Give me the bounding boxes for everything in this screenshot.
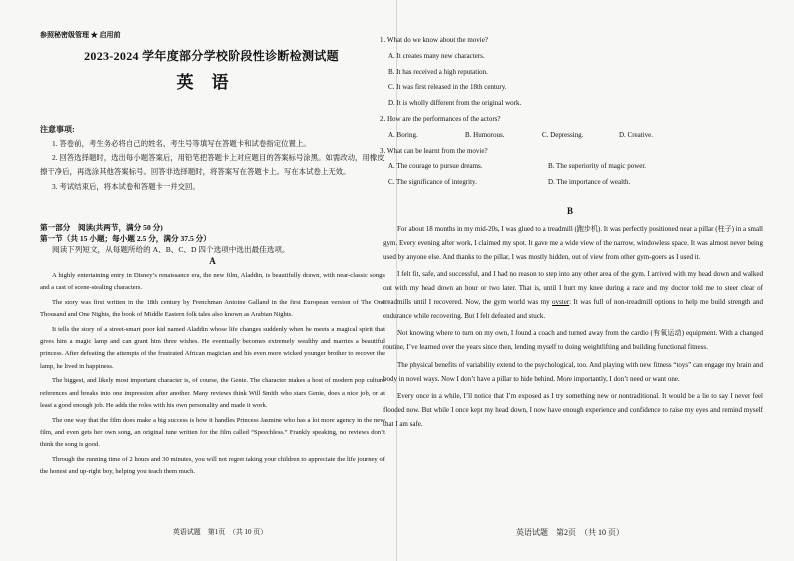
questions [380,33,760,191]
passage-b-letter: B [566,206,573,216]
passage-a-paragraph: The story was first written in the 18th century by Frenchman Antoine Galland in the first European version of The One Thousand and One Nights, the book of Middle Eastern folk tales also known as Arabian Nights. [40,299,385,319]
part-title: 第一部分 阅读(共两节，满分 50 分) [40,223,163,232]
secret-label: 参照秘密级管理 ★ 启用前 [40,31,121,39]
part-one-header [40,222,385,267]
passage-b-paragraph: Every once in a while, I’ll notice that I’m exposed as I try something new or nontraditional. It would be a lie to say I never feel flooded now. But while I once kept my head down, I now have enough experience and confidence to raise my eyes and remind myself that I am safe. [383,391,763,428]
question-option: D. The importance of wealth. [548,178,631,187]
question-stem: 2. How are the performances of the actors? [380,114,501,123]
note-item: 2. 回答选择题时，选出每小题答案后，用铅笔把答题卡上对应题目的答案标号涂黑。如需改动，用橡皮擦干净后，再选涂其他答案标号。回答非选择题时，将答案写在答题卡上。写在本试卷上无效。 [40,153,385,177]
passage-b-paragraph: The physical benefits of variability extend to the psychological, too. And playing with new fitness “toys” can engage my brain and body in novel ways. Now I don’t have a pillar to hide behind. More importantly, I don’t need or want one. [383,360,763,383]
option-row [388,175,760,191]
question-option: A. Boring. [388,130,418,139]
question-option: C. The significance of integrity. [388,178,477,187]
passage-a [40,270,385,481]
question-option: A. The courage to pursue dreams. [388,162,483,171]
exam-title: 2023-2024 学年度部分学校阶段性诊断检测试题 [84,49,339,63]
question-option: A. It creates many new characters. [388,51,485,60]
passage-b [383,222,763,434]
note-item: 3. 考试结束后，将本试卷和答题卡一并交回。 [52,181,200,191]
question-option: C. It was first released in the 18th century. [388,83,507,92]
question-stem: 1. What do we know about the movie? [380,36,488,44]
passage-b-paragraph: For about 18 months in my mid-20s, I was glued to a treadmill (跑步机). It was perfectly positioned near a pillar (柱子) in a small gym. Every evening after work, I claimed my spot. It gave me a wide view of the narrow, windowless space. It was almost never being used by anyone else. And thanks to the pillar, I was mostly hidden, out of view from other gym-goers as I used it. [383,225,763,261]
question-option: D. It is wholly different from the original work. [388,99,522,108]
question-option: D. Creative. [619,130,654,139]
passage-a-paragraph: It tells the story of a street-smart poor kid named Aladdin whose life changes suddenly when he meets a magical spirit that gives him a magic lamp and can grant him three wishes. He eventually becomes extremely wealthy and marries a beautiful princess. After defeating the attempts of the frustrated African magician and his even more wicked younger brother to recover the lamp, he lived in happiness. [40,326,385,370]
passage-b-paragraph: Not knowing where to turn on my own, I found a coach and turned away from the cardio (有氧运动) equipment. With a changed routine, I’ve learned over the years since then, lending myself to doing weightlifting and building functional fitness. [383,329,763,352]
question-stem: 3. What can be learnt from the movie? [380,146,488,155]
notes-heading: 注意事项: [40,125,75,134]
footer-right: 英语试题 第2页 （共 10 页） [516,528,624,537]
passage-b-paragraph: I felt fit, safe, and successful, and I had no reason to step into any other area of the gym. I arrived with my head down and walked out with my head down an hour or two later. That is, until I hurt my knee during a race and my doctor told me to steer clear of treadmills until I recovered. Now, the gym world was my oyster: It was full of non-treadmill options to help me build strength and endurance while recovering. But I felt defeated and stuck. [383,270,763,321]
notes-list [40,137,385,194]
question-option: B. The superiority of magic power. [548,162,647,171]
passage-a-paragraph: A highly entertaining entry in Disney’s renaissance era, the new film, Aladdin, is beautifully drawn, with near-classic songs and a cast of scene-stealing characters. [40,272,385,292]
option-row [388,128,760,144]
passage-a-paragraph: The biggest, and likely most important character is, of course, the Genie. The character makes a host of modern pop culture references and breaks into one impression after another. Many reviews think Will Smith who stars Genie, does a nice job, or at least a good enough job. He adds the roles with his own personality and made it work. [40,377,385,409]
passage-a-paragraph: The one way that the film does make a big success is how it handles Princess Jasmine who has a lot more agency in the new film, and even gets her own song, an original tune written for the film called “Speechless.” Frankly speaking, no reviews don’t think the song is good. [40,416,385,449]
passage-a-paragraph: Through the running time of 2 hours and 30 minutes, you will not regret taking your children to appreciate the life journey of the honest and up-right boy, helping you teach them much. [40,455,385,476]
instruction: 阅读下列短文，从每题所给的 A、B、C、D 四个选项中选出最佳选项。 [52,245,290,254]
question-option: B. Humorous. [465,130,505,139]
passage-a-letter: A [209,256,216,266]
section-title: 第一节（共 15 小题；每小题 2.5 分，满分 37.5 分） [40,234,211,243]
question-option: B. It has received a high reputation. [388,67,488,76]
footer-left: 英语试题 第1页 （共 10 页） [172,528,268,536]
question-option: C. Depressing. [542,130,584,139]
underlined-word: oyster [552,298,570,307]
subject-title: 英语 [176,73,247,92]
note-item: 1. 答卷前，考生务必将自己的姓名、考生号等填写在答题卡和试卷指定位置上。 [52,139,311,148]
option-row [388,159,760,175]
